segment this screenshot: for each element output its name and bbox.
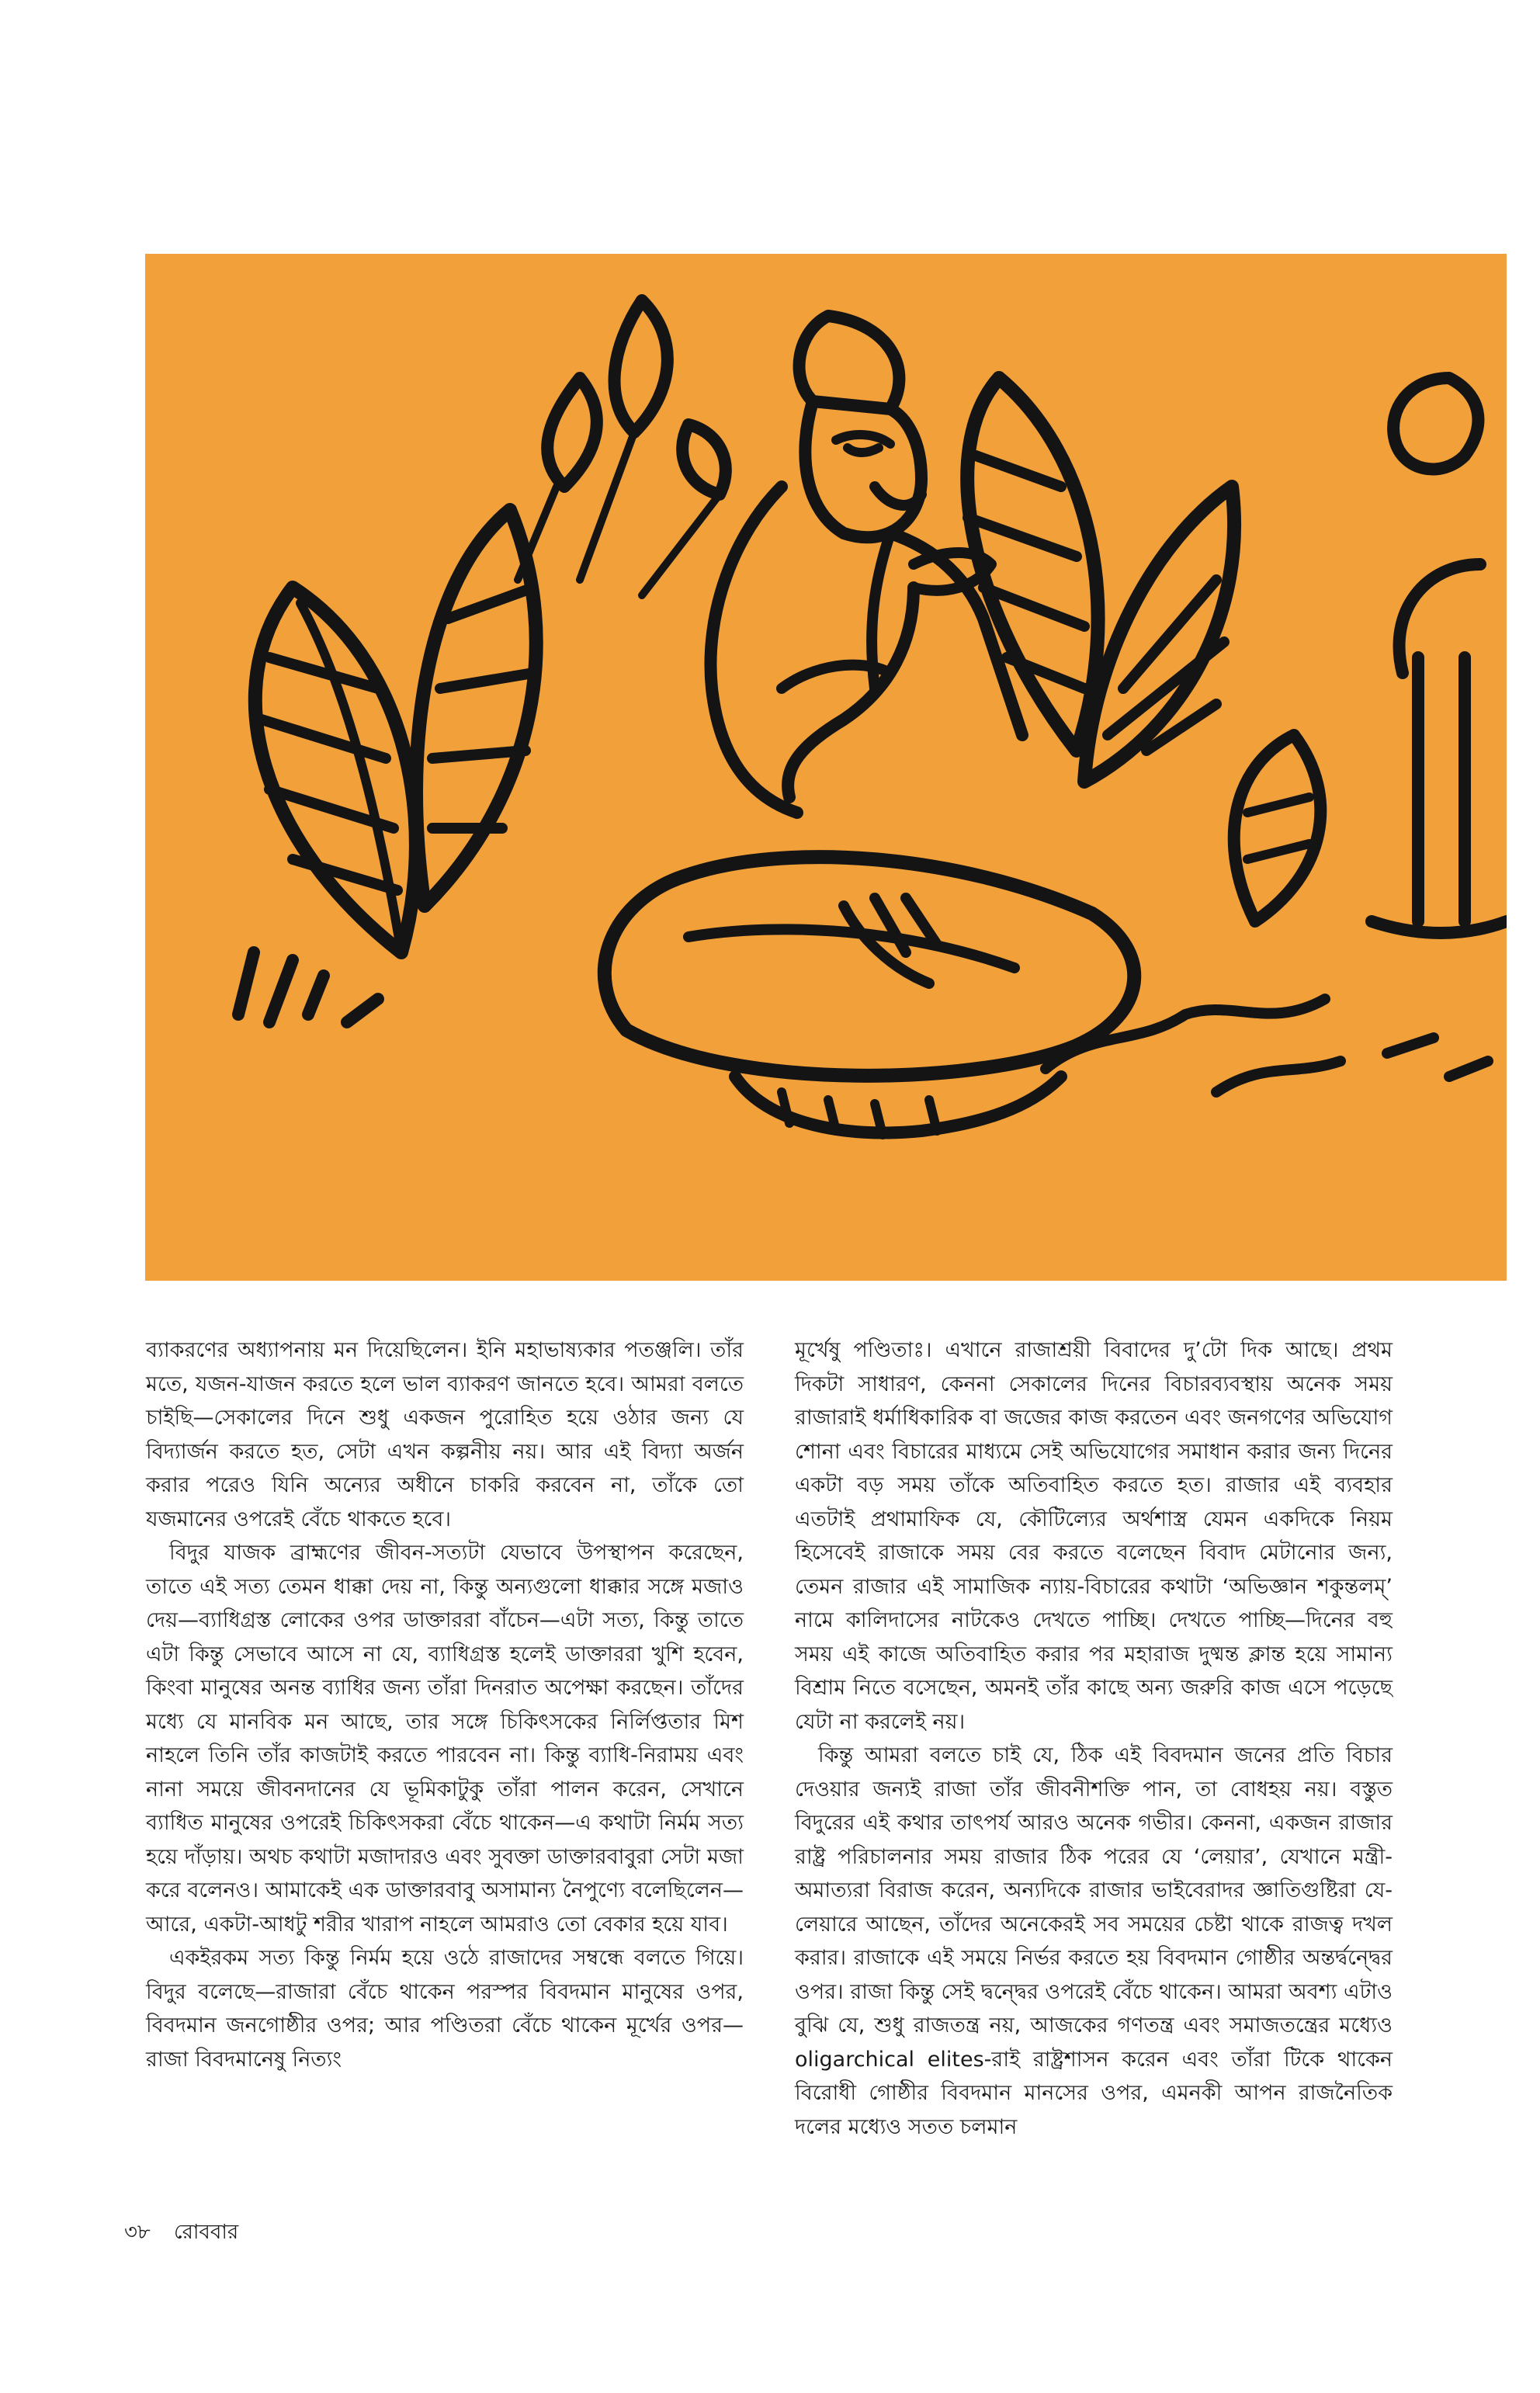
page-number: ৩৮ bbox=[124, 2221, 151, 2244]
left-paragraph-3: একইরকম সত্য কিন্তু নির্মম হয়ে ওঠে রাজাদের সম্বন্ধে বলতে গিয়ে। বিদুর বলেছে—রাজারা বেঁচে থাকেন পরস্পর বিবদমান মানুষের ওপর, বিবদমান জনগোষ্ঠীর ওপর; আর পণ্ডিতরা বেঁচে থাকেন মূর্খের ওপর—রাজা বিবদমানেষু নিত্যং bbox=[146, 1946, 744, 2072]
right-paragraph-2: কিন্তু আমরা বলতে চাই যে, ঠিক এই বিবদমান জনের প্রতি বিচার দেওয়ার জন্যই রাজা তাঁর জীবনীশক্তি পান, তা বোধহয় নয়। বস্তুত বিদুরের এই কথার তাৎপর্য আরও অনেক গভীর। কেননা, একজন রাজার রাষ্ট্র পরিচালনার সময় রাজার ঠিক পরের যে ‘লেয়ার’, যেখানে মন্ত্রী-অমাত্যরা বিরাজ করেন, অন্যদিকে রাজার ভাইবেরাদর জ্ঞাতিগুষ্টিরা যে-লেয়ারে আছেন, তাঁদের অনেকেরই সব সময়ের চেষ্টা থাকে রাজত্ব দখল করার। রাজাকে এই সময়ে নির্ভর করতে হয় বিবদমান গোষ্ঠীর অন্তর্দ্বন্দ্বের ওপর। রাজা কিন্তু সেই দ্বন্দ্বের ওপরেই বেঁচে থাকেন। আমরা অবশ্য এটাও বুঝি যে, শুধু রাজতন্ত্র নয়, আজকের গণতন্ত্র এবং সমাজতন্ত্রের মধ্যেও oligarchical elites-রাই রাষ্ট্রশাসন করেন এবং তাঁরা টিকে থাকেন বিরোধী গোষ্ঠীর বিবদমান মানসের ওপর, এমনকী আপন রাজনৈতিক দলের মধ্যেও সতত চলমান bbox=[795, 1743, 1393, 2139]
article-column-right bbox=[795, 1333, 1393, 2144]
page-footer bbox=[124, 2216, 255, 2250]
right-paragraph-1: মূর্খেষু পণ্ডিতাঃ। এখানে রাজাশ্রয়ী বিবাদের দু’টো দিক আছে। প্রথম দিকটা সাধারণ, কেননা সেকালের দিনের বিচারব্যবস্থায় অনেক সময় রাজারাই ধর্মাধিকারিক বা জজের কাজ করতেন এবং জনগণের অভিযোগ শোনা এবং বিচারের মাধ্যমে সেই অভিযোগের সমাধান করার জন্য দিনের একটা বড় সময় তাঁকে অতিবাহিত করতে হত। রাজার এই ব্যবহার এতটাই প্রথামাফিক যে, কৌটিল্যের অর্থশাস্ত্র যেমন একদিকে নিয়ম হিসেবেই রাজাকে সময় বের করতে বলেছেন বিবাদ মেটানোর জন্য, তেমন রাজার এই সামাজিক ন্যায়-বিচারের কথাটা ‘অভিজ্ঞান শকুন্তলম্’ নামে কালিদাসের নাটকেও দেখতে পাচ্ছি। দেখতে পাচ্ছি—দিনের বহু সময় এই কাজে অতিবাহিত করার পর মহারাজ দুষ্মন্ত ক্লান্ত হয়ে সামান্য বিশ্রাম নিতে বসেছেন, অমনই তাঁর কাছে অন্য জরুরি কাজ এসে পড়েছে যেটা না করলেই নয়। bbox=[795, 1338, 1393, 1734]
article-column-left bbox=[146, 1333, 744, 2076]
left-paragraph-1: ব্যাকরণের অধ্যাপনায় মন দিয়েছিলেন। ইনি মহাভাষ্যকার পতঞ্জলি। তাঁর মতে, যজন-যাজন করতে হলে ভাল ব্যাকরণ জানতে হবে। আমরা বলতে চাইছি—সেকালের দিনে শুধু একজন পুরোহিত হয়ে ওঠার জন্য যে বিদ্যার্জন করতে হত, সেটা এখন কল্পনীয় নয়। আর এই বিদ্যা অর্জন করার পরেও যিনি অন্যের অধীনে চাকরি করবেন না, তাঁকে তো যজমানের ওপরেই বেঁচে থাকতে হবে। bbox=[146, 1338, 744, 1531]
article-illustration bbox=[145, 254, 1507, 1281]
left-paragraph-2: বিদুর যাজক ব্রাহ্মণের জীবন-সত্যটা যেভাবে উপস্থাপন করেছেন, তাতে এই সত্য তেমন ধাক্কা দেয় না, কিন্তু অন্যগুলো ধাক্কার সঙ্গে মজাও দেয়—ব্যাধিগ্রস্ত লোকের ওপর ডাক্তাররা বাঁচেন—এটা সত্য, কিন্তু তাতে এটা কিন্তু সেভাবে আসে না যে, ব্যাধিগ্রস্ত হলেই ডাক্তাররা খুশি হবেন, কিংবা মানুষের অনন্ত ব্যাধির জন্য তাঁরা দিনরাত অপেক্ষা করছেন। তাঁদের মধ্যে যে মানবিক মন আছে, তার সঙ্গে চিকিৎসকের নির্লিপ্ততার মিশ নাহলে তিনি তাঁর কাজটাই করতে পারবেন না। কিন্তু ব্যাধি-নিরাময় এবং নানা সময়ে জীবনদানের যে ভূমিকাটুকু তাঁরা পালন করেন, সেখানে ব্যাধিত মানুষের ওপরেই চিকিৎসকরা বেঁচে থাকেন—এ কথাটা নির্মম সত্য হয়ে দাঁড়ায়। অথচ কথাটা মজাদারও এবং সুবক্তা ডাক্তারবাবুরা সেটা মজা করে বলেনও। আমাকেই এক ডাক্তারবাবু অসামান্য নৈপুণ্যে বলেছিলেন—আরে, একটা-আধটু শরীর খারাপ নাহলে আমরাও তো বেকার হয়ে যাব। bbox=[146, 1541, 744, 1937]
sage-illustration-drawing bbox=[145, 254, 1507, 1281]
magazine-name: রোববার bbox=[174, 2221, 239, 2244]
